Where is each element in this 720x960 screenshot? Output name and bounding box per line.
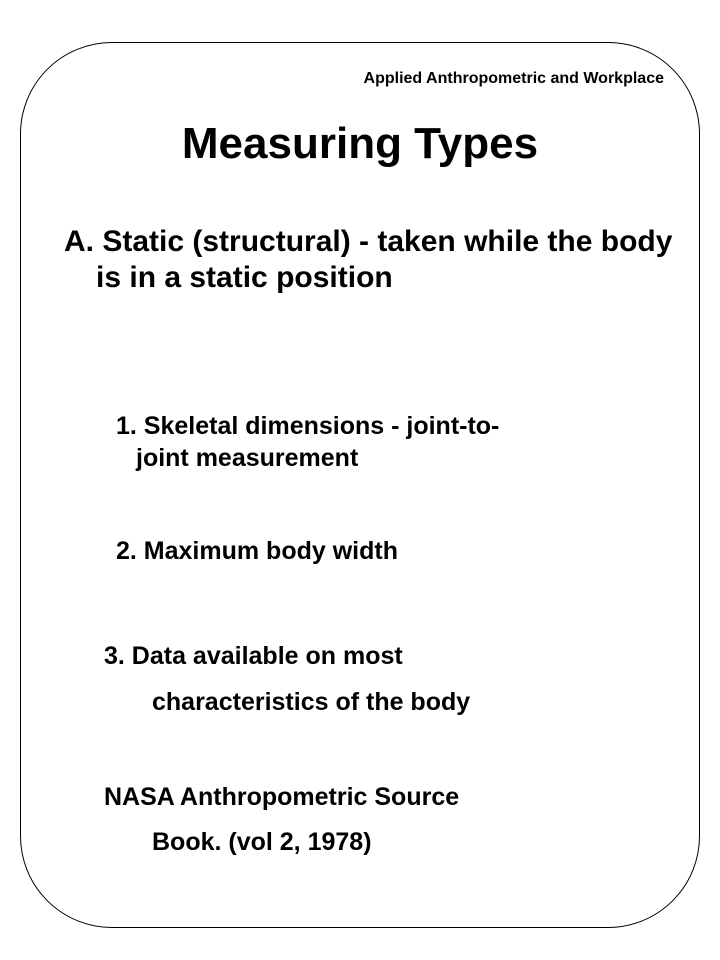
list-item-skeletal-dimensions [116,410,499,474]
list-item-data-available-continuation: characteristics of the body [152,688,471,716]
list-item-line: 1. Skeletal dimensions - joint-to- [116,412,500,440]
source-reference: NASA Anthropometric Source [104,783,460,811]
header-text: Applied Anthropometric and Workplace [363,70,664,87]
source-reference-continuation: Book. (vol 2, 1978) [152,828,372,856]
slide-title: Measuring Types [181,119,539,168]
list-item-maximum-body-width: 2. Maximum body width [116,537,398,565]
list-item-data-available: 3. Data available on most [104,642,403,670]
list-item-line-continuation: joint measurement [136,444,359,472]
section-a-text: A. Static (structural) - taken while the body is in a static position [64,225,673,294]
